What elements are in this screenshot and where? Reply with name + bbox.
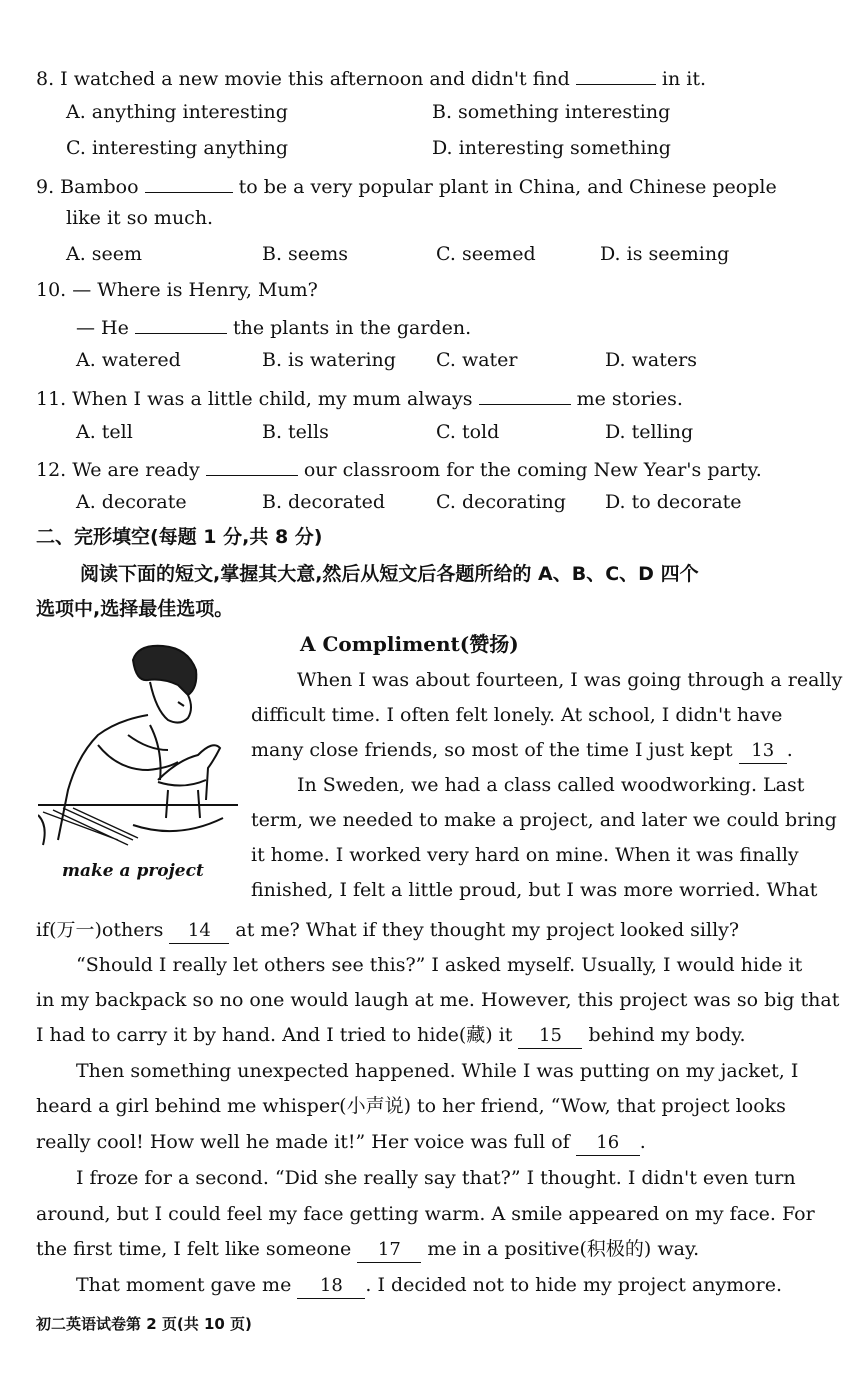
blank-18[interactable]: 18 (297, 1274, 365, 1299)
blank-14[interactable]: 14 (169, 919, 229, 944)
q9-stem-cont: like it so much. (66, 207, 214, 229)
q11-blank[interactable] (479, 384, 571, 405)
q12-option-d[interactable]: D. to decorate (605, 491, 742, 513)
question-12 (36, 455, 762, 482)
passage-line-9: “Should I really let others see this?” I asked myself. Usually, I would hide it (76, 954, 803, 976)
passage-text: the first time, I felt like someone (36, 1238, 352, 1260)
q11-stem-end: me stories. (576, 388, 683, 410)
passage-text: really cool! How well he made it!” Her voice was full of (36, 1131, 570, 1153)
q12-stem: 12. We are ready (36, 459, 200, 481)
boy-carving-horse-illustration (38, 640, 238, 850)
q8-option-a[interactable]: A. anything interesting (66, 101, 288, 123)
passage-line-10: in my backpack so no one would laugh at me. However, this project was so big that (36, 989, 840, 1011)
passage-text: at me? What if they thought my project looked silly? (235, 919, 740, 941)
q12-blank[interactable] (206, 455, 298, 476)
passage-line-18 (76, 1273, 782, 1299)
q9-stem-end: to be a very popular plant in China, and Chinese people (238, 176, 777, 198)
blank-16[interactable]: 16 (576, 1131, 640, 1156)
question-9 (36, 172, 777, 199)
passage-text: many close friends, so most of the time I just kept (251, 739, 733, 761)
q10-option-c[interactable]: C. water (436, 349, 518, 371)
q9-blank[interactable] (145, 172, 233, 193)
q12-option-c[interactable]: C. decorating (436, 491, 566, 513)
q8-blank[interactable] (576, 64, 656, 85)
q10-option-a[interactable]: A. watered (76, 349, 181, 371)
q10-option-b[interactable]: B. is watering (262, 349, 396, 371)
passage-text: behind my body. (588, 1024, 746, 1046)
q8-option-c[interactable]: C. interesting anything (66, 137, 289, 159)
q11-stem: 11. When I was a little child, my mum always (36, 388, 473, 410)
section-instructions-1: 阅读下面的短文,掌握其大意,然后从短文后各题所给的 A、B、C、D 四个 (80, 563, 699, 585)
blank-13[interactable]: 13 (739, 739, 787, 764)
q11-option-d[interactable]: D. telling (605, 421, 694, 443)
q8-option-b[interactable]: B. something interesting (432, 101, 671, 123)
q8-stem: 8. I watched a new movie this afternoon and didn't find (36, 68, 570, 90)
passage-text: That moment gave me (76, 1274, 292, 1296)
q9-option-b[interactable]: B. seems (262, 243, 349, 265)
passage-line-11 (36, 1023, 745, 1049)
passage-line-8 (36, 918, 739, 944)
passage-line-16: around, but I could feel my face getting warm. A smile appeared on my face. For (36, 1203, 815, 1225)
q8-option-d[interactable]: D. interesting something (432, 137, 671, 159)
passage-text: if(万一)others (36, 919, 164, 941)
q10-blank[interactable] (135, 313, 227, 334)
passage-line-15: I froze for a second. “Did she really say that?” I thought. I didn't even turn (76, 1167, 796, 1189)
blank-17[interactable]: 17 (357, 1238, 421, 1263)
passage-line-5: term, we needed to make a project, and later we could bring (251, 809, 837, 831)
q9-option-c[interactable]: C. seemed (436, 243, 536, 265)
passage-text: I had to carry it by hand. And I tried to hide(藏) it (36, 1024, 513, 1046)
illustration-svg (38, 640, 238, 850)
passage-line-4: In Sweden, we had a class called woodworking. Last (297, 774, 805, 796)
passage-text: . (786, 739, 793, 761)
passage-line-7: finished, I felt a little proud, but I was more worried. What (251, 879, 818, 901)
passage-line-1: When I was about fourteen, I was going through a really (297, 669, 843, 691)
q9-stem: 9. Bamboo (36, 176, 139, 198)
page-footer: 初二英语试卷第 2 页(共 10 页) (36, 1315, 252, 1333)
q12-option-a[interactable]: A. decorate (76, 491, 187, 513)
question-11 (36, 384, 683, 411)
passage-text: . I decided not to hide my project anymore. (365, 1274, 782, 1296)
q9-option-a[interactable]: A. seem (66, 243, 143, 265)
question-10: 10. — Where is Henry, Mum? (36, 279, 318, 301)
q10-stem: — He (76, 317, 129, 339)
q10-line2 (76, 313, 471, 340)
passage-title (300, 632, 519, 657)
section-instructions-2: 选项中,选择最佳选项。 (36, 598, 234, 620)
q11-option-b[interactable]: B. tells (262, 421, 329, 443)
blank-15[interactable]: 15 (518, 1024, 582, 1049)
passage-line-14 (36, 1130, 646, 1156)
q8-stem-end: in it. (661, 68, 706, 90)
passage-line-2: difficult time. I often felt lonely. At school, I didn't have (251, 704, 783, 726)
illustration-caption: make a project (62, 861, 204, 881)
section-heading: 二、完形填空(每题 1 分,共 8 分) (36, 526, 323, 548)
passage-text: . (639, 1131, 646, 1153)
passage-line-3 (251, 738, 793, 764)
question-8 (36, 64, 706, 91)
passage-line-13: heard a girl behind me whisper(小声说) to her friend, “Wow, that project looks (36, 1095, 786, 1117)
q12-option-b[interactable]: B. decorated (262, 491, 385, 513)
q10-stem-end: the plants in the garden. (232, 317, 472, 339)
q11-option-a[interactable]: A. tell (76, 421, 133, 443)
passage-line-17 (36, 1237, 699, 1263)
passage-title-text: A Compliment(赞扬) (300, 632, 519, 656)
q11-option-c[interactable]: C. told (436, 421, 500, 443)
passage-line-12: Then something unexpected happened. While I was putting on my jacket, I (76, 1060, 799, 1082)
passage-line-6: it home. I worked very hard on mine. When it was finally (251, 844, 799, 866)
q9-option-d[interactable]: D. is seeming (600, 243, 730, 265)
q10-option-d[interactable]: D. waters (605, 349, 697, 371)
passage-text: me in a positive(积极的) way. (427, 1238, 700, 1260)
q12-stem-end: our classroom for the coming New Year's party. (303, 459, 762, 481)
